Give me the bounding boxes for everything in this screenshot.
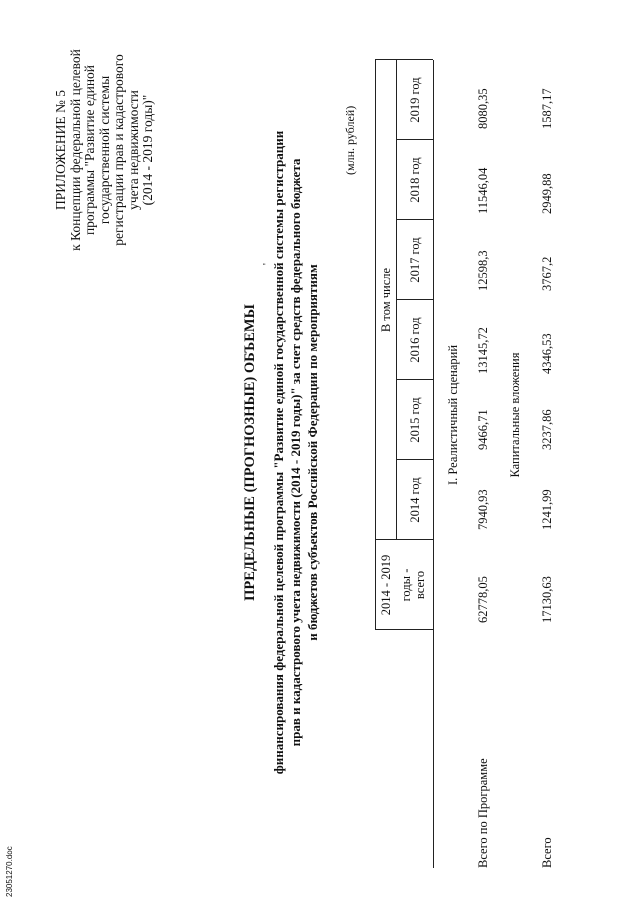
total-header-line: всего [413,570,427,600]
header-bottom-border [433,60,434,868]
year-header: 2014 год [408,477,422,523]
total-header-bottom [399,540,427,630]
subtitle-line: финансирования федеральной целевой программы "Развитие единой государственной системы регистрации [271,130,286,775]
row-value: 8080,35 [476,88,490,129]
year-header: 2018 год [408,157,422,203]
document-subtitle [270,0,321,905]
subtitle-line: прав и кадастрового учета недвижимости (2014 - 2019 годы)" за счет средств федерального бюджета [288,158,303,747]
appendix-header [54,0,156,300]
document-title: ПРЕДЕЛЬНЫЕ (ПРОГНОЗНЫЕ) ОБЪЕМЫ [242,304,258,601]
row-value: 11546,04 [476,167,490,214]
row-value: 3237,86 [540,409,554,450]
subtitle-line: и бюджетов субъектов Российской Федерации по мероприятиям [305,264,320,641]
stamp-mark: ' [262,263,273,265]
appendix-line: учета недвижимости [125,90,141,210]
file-name-footer: 23051270.doc [5,846,14,897]
section-title: Капитальные вложения [508,352,522,478]
row-value: 7940,93 [476,489,490,530]
row-value: 2949,88 [540,173,554,214]
year-header: 2016 год [408,317,422,363]
row-label: Всего по Программе [476,758,490,868]
appendix-line: государственной системы [96,75,112,225]
appendix-line: программы "Развитие единой [82,64,97,236]
row-label: Всего [540,837,554,868]
row-value: 12598,3 [476,250,490,291]
appendix-line: регистрации прав и кадастрового [111,54,126,246]
unit-label: (млн. рублей) [343,105,357,175]
row-value: 1241,99 [540,489,554,530]
incl-header: В том числе [379,267,393,333]
year-header: 2019 год [408,77,422,123]
row-total: 62778,05 [476,576,490,623]
row-value: 13145,72 [476,327,490,374]
header-divider [396,60,397,540]
appendix-line: к Концепции федеральной целевой [67,49,83,251]
total-header-top: 2014 - 2019 [379,554,393,616]
row-value: 1587,17 [540,88,554,129]
row-value: 3767,2 [540,256,554,291]
row-value: 9466,71 [476,409,490,450]
total-header-line: годы - [399,568,413,602]
appendix-line: (2014 - 2019 годы)" [140,94,155,206]
row-value: 4346,53 [540,333,554,374]
section-title: I. Реалистичный сценарий [446,344,460,486]
appendix-line: ПРИЛОЖЕНИЕ № 5 [53,89,68,211]
table-top-border [375,60,376,630]
year-header: 2017 год [408,237,422,283]
year-header: 2015 год [408,397,422,443]
row-total: 17130,63 [540,576,554,623]
